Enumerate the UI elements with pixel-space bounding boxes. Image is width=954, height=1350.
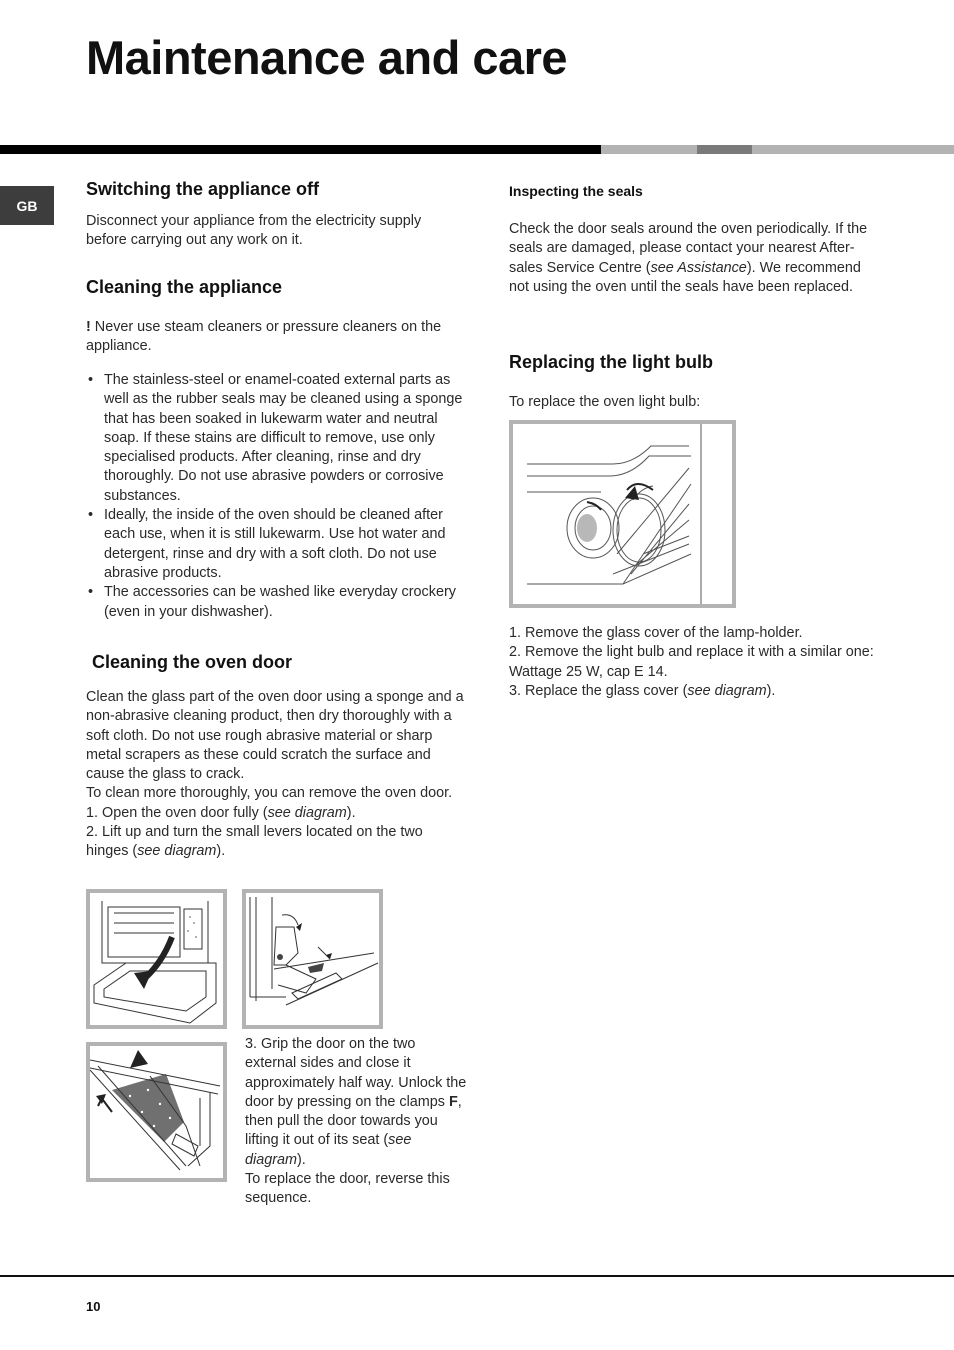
step2-text: 2. Lift up and turn the small levers located on the two hinges ( bbox=[86, 824, 423, 860]
bulb-intro bbox=[509, 393, 881, 412]
hinge-lever-diagram bbox=[242, 889, 383, 1029]
clamp-label: F bbox=[448, 1093, 458, 1110]
bulb-step1: 1. Remove the glass cover of the lamp-holder. bbox=[509, 625, 803, 641]
list-item: • Ideally, the inside of the oven should be cleaned after each use, when it is still lukewarm. Use hot water and detergent, rinse and dry with a soft cloth. Do not use abrasive products. bbox=[86, 506, 466, 583]
page-title: Maintenance and care bbox=[86, 31, 568, 84]
warning-text: Never use steam cleaners or pressure cleaners on the appliance. bbox=[86, 319, 442, 355]
header-rule-dark bbox=[697, 145, 752, 154]
cleaning-bullets bbox=[86, 371, 466, 622]
door-removal-diagram bbox=[86, 1042, 227, 1182]
step1-close: ). bbox=[346, 804, 356, 821]
warning-mark: ! bbox=[86, 319, 91, 335]
bulb-step3-close: ). bbox=[766, 682, 776, 699]
door-para1: Clean the glass part of the oven door using a sponge and a non-abrasive cleaning product, then dry thoroughly with a soft cloth. Do not use rough abrasive material or sharp metal scrapers as these could scratch the surface and cause the glass to crack. bbox=[86, 689, 464, 783]
see-diagram-ref: see diagram bbox=[137, 843, 217, 860]
bulb-intro-text: To replace the oven light bulb: bbox=[509, 394, 701, 410]
switching-heading: Switching the appliance off bbox=[86, 179, 320, 199]
door-text bbox=[86, 688, 466, 862]
bulb-step3-text: 3. Replace the glass cover ( bbox=[509, 682, 688, 699]
footer-rule bbox=[0, 1275, 954, 1277]
step3-paragraph bbox=[245, 1035, 467, 1170]
cleaning-heading: Cleaning the appliance bbox=[86, 277, 283, 297]
switching-paragraph: Disconnect your appliance from the electricity supply before carrying out any work on it. bbox=[86, 213, 422, 249]
switching-text bbox=[86, 212, 464, 251]
door-step2 bbox=[86, 823, 466, 862]
step2-close: ). bbox=[216, 843, 226, 860]
door-step3 bbox=[245, 1035, 467, 1209]
step3-text-cont: , then pull the door towards you lifting it out of its seat ( bbox=[245, 1093, 462, 1149]
see-diagram-ref: see diagram bbox=[245, 1132, 412, 1168]
oven-door-open-diagram bbox=[86, 889, 227, 1029]
bulb-steps bbox=[509, 624, 881, 701]
light-bulb-diagram bbox=[509, 420, 736, 608]
oven-open-illustration bbox=[90, 893, 223, 1025]
hinge-illustration bbox=[246, 893, 379, 1025]
see-diagram-ref: see diagram bbox=[267, 804, 347, 821]
lamp-holder-illustration bbox=[513, 424, 732, 604]
header-rule-grey bbox=[601, 145, 697, 154]
see-assistance-ref: see Assistance bbox=[650, 259, 747, 276]
see-diagram-ref: see diagram bbox=[687, 682, 767, 699]
language-tab: GB bbox=[0, 186, 54, 225]
door-para2: To clean more thoroughly, you can remove the oven door. bbox=[86, 785, 453, 802]
list-item: • The accessories can be washed like everyday crockery (even in your dishwasher). bbox=[86, 583, 466, 622]
seals-text-start: Check the door seals around the oven periodically. If the seals are damaged, please contact your nearest After-sales Service Centre ( bbox=[509, 221, 868, 276]
door-heading: Cleaning the oven door bbox=[92, 652, 293, 672]
seals-text bbox=[509, 220, 881, 297]
header-rule-grey bbox=[752, 145, 954, 154]
door-removal-illustration bbox=[90, 1046, 223, 1178]
step3-close: ). bbox=[297, 1151, 306, 1168]
step1-text: 1. Open the oven door fully ( bbox=[86, 804, 268, 821]
door-step1 bbox=[86, 804, 466, 823]
seals-paragraph bbox=[509, 220, 881, 297]
cleaning-warning bbox=[86, 318, 464, 357]
bulb-step2: 2. Remove the light bulb and replace it with a similar one: Wattage 25 W, cap E 14. bbox=[509, 644, 874, 680]
bulb-step3 bbox=[509, 682, 881, 701]
step3-end: To replace the door, reverse this sequence. bbox=[245, 1171, 450, 1207]
bulb-heading: Replacing the light bulb bbox=[509, 352, 713, 372]
seals-heading: Inspecting the seals bbox=[509, 183, 643, 199]
list-item: • The stainless-steel or enamel-coated external parts as well as the rubber seals may be cleaned using a sponge that has been soaked in lukewarm water and neutral soap. If these stains are difficult to remove, use only specialised products. After cleaning, rinse and dry thoroughly. Do not use abrasive powders or corrosive substances. bbox=[86, 371, 466, 506]
seals-text-end: ). We recommend not using the oven until the seals have been replaced. bbox=[509, 259, 861, 295]
step3-text: 3. Grip the door on the two external sides and close it approximately half way. Unlock the door by pressing on the clamps bbox=[245, 1036, 467, 1110]
page-number: 10 bbox=[86, 1299, 101, 1314]
header-rule-black bbox=[0, 145, 601, 154]
